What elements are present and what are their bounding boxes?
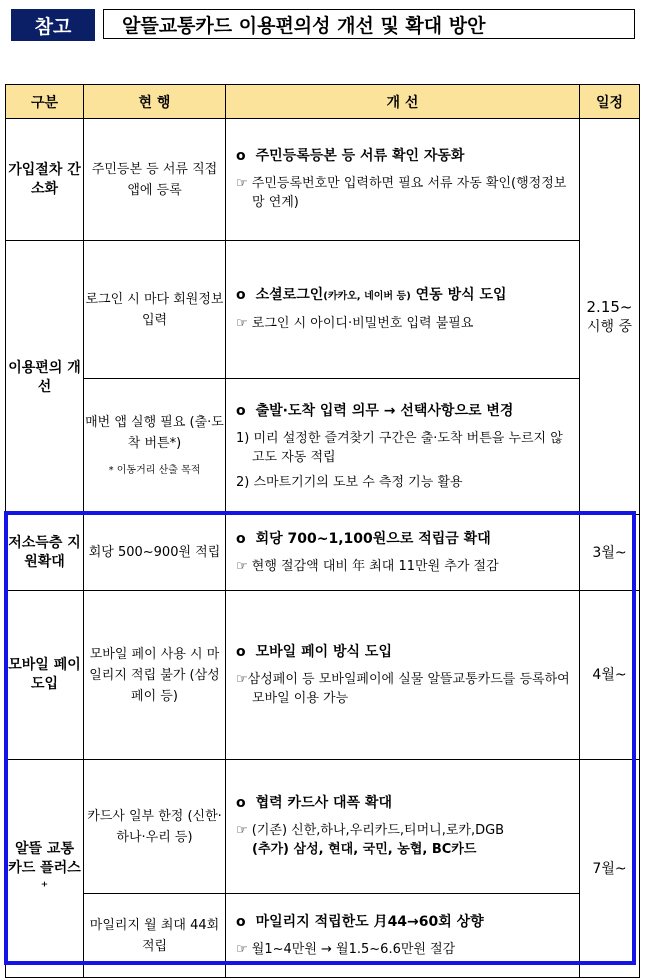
reference-badge: 참고	[11, 9, 95, 41]
category-cell: 모바일 페이 도입	[6, 591, 84, 760]
current-cell: 마일리지 월 최대 44회 적립	[84, 894, 226, 978]
table-row	[6, 591, 640, 760]
improvement-cell: o 소셜로그인(카카오, 네이버 등) 연동 방식 도입 ☞ 로그인 시 아이디·비밀번호 입력 불필요	[226, 241, 580, 379]
page-title: 알뜰교통카드 이용편의성 개선 및 확대 방안	[103, 9, 635, 39]
current-cell: 로그인 시 마다 회원정보 입력	[84, 241, 226, 379]
category-cell: 이용편의 개선	[6, 241, 84, 515]
category-cell: 알뜰 교통 카드 플러스⁺	[6, 760, 84, 978]
improvement-cell: o 마일리지 적립한도 月44→60회 상향 ☞ 월1~4만원 → 월1.5~6.6만원 절감	[226, 894, 580, 978]
improvement-cell: o 모바일 페이 방식 도입 ☞삼성페이 등 모바일페이에 실물 알뜰교통카드를 등록하여 모바일 이용 가능	[226, 591, 580, 760]
schedule-cell: 3월~	[580, 515, 640, 591]
schedule-cell: 4월~	[580, 591, 640, 760]
header-row	[6, 85, 640, 119]
improvement-cell: o 주민등록등본 등 서류 확인 자동화 ☞ 주민등록번호만 입력하면 필요 서류 자동 확인(행정정보망 연계)	[226, 119, 580, 241]
table-row	[6, 894, 640, 978]
title-bar	[11, 9, 635, 41]
current-cell: 주민등본 등 서류 직접 앱에 등록	[84, 119, 226, 241]
improvement-cell: o 회당 700~1,100원으로 적립금 확대 ☞ 현행 절감액 대비 年 최대 11만원 추가 절감	[226, 515, 580, 591]
table-row	[6, 241, 640, 379]
header-category: 구분	[6, 85, 84, 119]
current-cell: 회당 500~900원 적립	[84, 515, 226, 591]
schedule-cell: 7월~	[580, 760, 640, 978]
header-current: 현 행	[84, 85, 226, 119]
current-cell: 카드사 일부 한정 (신한·하나·우리 등)	[84, 760, 226, 894]
table-row	[6, 379, 640, 515]
table-row	[6, 119, 640, 241]
current-cell: 매번 앱 실행 필요 (출·도착 버튼*) * 이동거리 산출 목적	[84, 379, 226, 515]
table-row	[6, 515, 640, 591]
improvement-cell: o 출발·도착 입력 의무 → 선택사항으로 변경 1) 미리 설정한 즐겨찾기 구간은 출·도착 버튼을 누르지 않고도 자동 적립 2) 스마트기기의 도보 수 측정 기능 활용	[226, 379, 580, 515]
header-schedule: 일정	[580, 85, 640, 119]
table-row	[6, 760, 640, 894]
header-improvement: 개 선	[226, 85, 580, 119]
improvement-table	[5, 84, 640, 978]
category-cell: 가입절차 간소화	[6, 119, 84, 241]
current-cell: 모바일 페이 사용 시 마일리지 적립 불가 (삼성페이 등)	[84, 591, 226, 760]
improvement-cell: o 협력 카드사 대폭 확대 ☞ (기존) 신한,하나,우리카드,티머니,로카,DGB (추가) 삼성, 현대, 국민, 농협, BC카드	[226, 760, 580, 894]
category-cell: 저소득층 지원확대	[6, 515, 84, 591]
schedule-cell: 2.15~ 시행 중	[580, 119, 640, 515]
